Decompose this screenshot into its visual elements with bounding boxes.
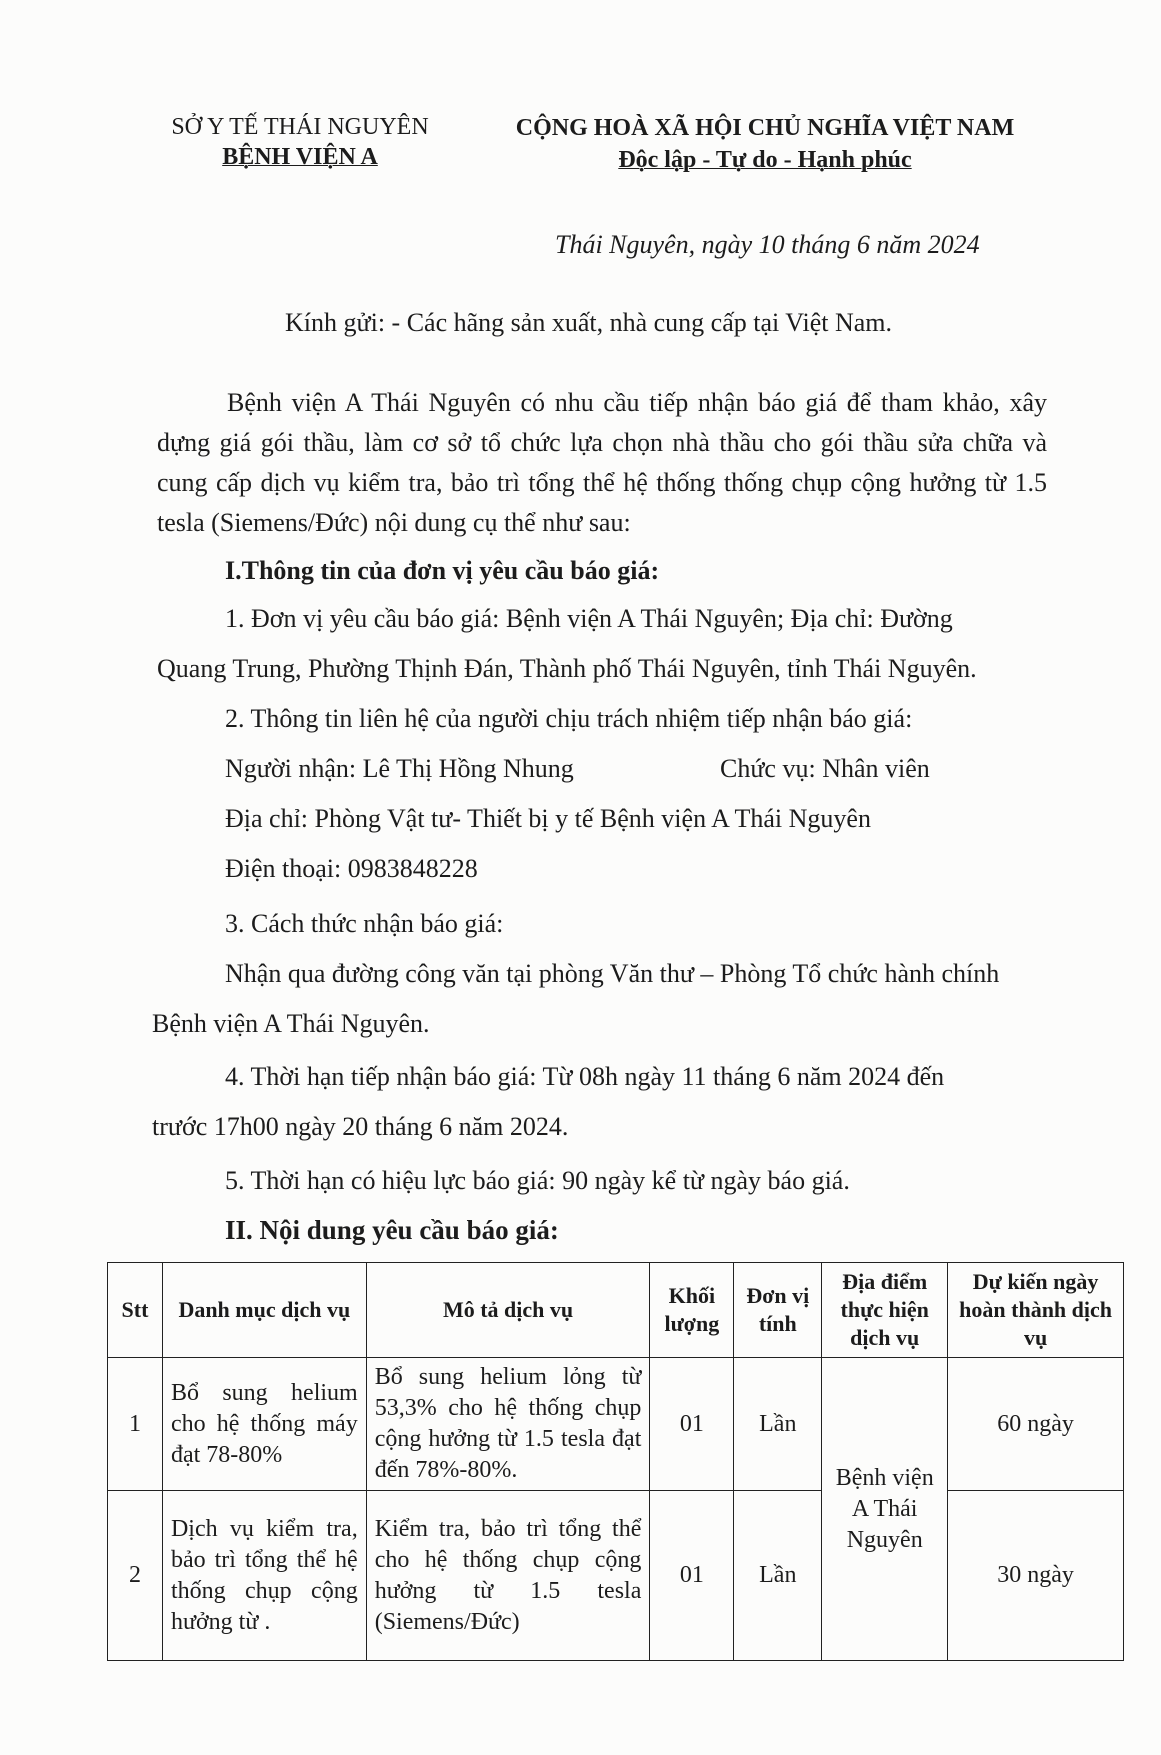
agency-name: SỞ Y TẾ THÁI NGUYÊN	[171, 114, 429, 140]
header-location: Địa điểm thực hiện dịch vụ	[822, 1263, 948, 1358]
section-1-title: I.Thông tin của đơn vị yêu cầu báo giá:	[225, 556, 660, 585]
header-eta: Dự kiến ngày hoàn thành dịch vụ	[948, 1263, 1124, 1358]
table-row	[108, 1491, 1124, 1661]
row-stt: 2	[108, 1491, 163, 1661]
service-table	[107, 1262, 1124, 1661]
table-header-row	[108, 1263, 1124, 1358]
item-3-title: 3. Cách thức nhận báo giá:	[225, 909, 504, 938]
row-eta: 30 ngày	[948, 1491, 1124, 1661]
row-location: Bệnh viện A Thái Nguyên	[822, 1358, 948, 1661]
row-desc: Kiểm tra, bảo trì tổng thể cho hệ thống chụp cộng hưởng từ 1.5 tesla (Siemens/Đức)	[366, 1491, 650, 1661]
item-5: 5. Thời hạn có hiệu lực báo giá: 90 ngày kể từ ngày báo giá.	[225, 1166, 850, 1195]
item-3-line-1: Nhận qua đường công văn tại phòng Văn thư – Phòng Tổ chức hành chính	[225, 959, 1000, 988]
header-item: Danh mục dịch vụ	[162, 1263, 366, 1358]
item-1-line-1: 1. Đơn vị yêu cầu báo giá: Bệnh viện A Thái Nguyên; Địa chỉ: Đường	[225, 604, 953, 633]
row-item: Dịch vụ kiểm tra, bảo trì tổng thể hệ thống chụp cộng hưởng từ .	[162, 1491, 366, 1661]
header-qty: Khối lượng	[650, 1263, 734, 1358]
receiver-name: Người nhận: Lê Thị Hồng Nhung	[225, 754, 574, 783]
row-item: Bổ sung helium cho hệ thống máy đạt 78-80%	[162, 1358, 366, 1491]
receiver-phone: Điện thoại: 0983848228	[225, 854, 478, 883]
row-desc: Bổ sung helium lỏng từ 53,3% cho hệ thống chụp cộng hưởng từ 1.5 tesla đạt đến 78%-80%.	[366, 1358, 650, 1491]
item-4-line-2: trước 17h00 ngày 20 tháng 6 năm 2024.	[152, 1112, 569, 1141]
recipient-line: Kính gửi: - Các hãng sản xuất, nhà cung cấp tại Việt Nam.	[285, 308, 893, 337]
row-eta: 60 ngày	[948, 1358, 1124, 1491]
row-unit: Lần	[734, 1358, 822, 1491]
hospital-name: BỆNH VIỆN A	[222, 144, 378, 170]
national-motto: Độc lập - Tự do - Hạnh phúc	[618, 147, 912, 173]
table-row	[108, 1358, 1124, 1491]
national-header	[490, 112, 1040, 176]
receiver-address: Địa chỉ: Phòng Vật tư- Thiết bị y tế Bệnh viện A Thái Nguyên	[225, 804, 871, 833]
item-2-title: 2. Thông tin liên hệ của người chịu trách nhiệm tiếp nhận báo giá:	[225, 704, 913, 733]
header-stt: Stt	[108, 1263, 163, 1358]
row-qty: 01	[650, 1491, 734, 1661]
nation-name: CỘNG HOÀ XÃ HỘI CHỦ NGHĨA VIỆT NAM	[515, 115, 1015, 141]
document-date: Thái Nguyên, ngày 10 tháng 6 năm 2024	[555, 230, 980, 259]
intro-paragraph: Bệnh viện A Thái Nguyên có nhu cầu tiếp nhận báo giá để tham khảo, xây dựng giá gói thầu, làm cơ sở tổ chức lựa chọn nhà thầu cho gói thầu sửa chữa và cung cấp dịch vụ kiểm tra, bảo trì tổng thể hệ thống thống chụp cộng hưởng từ 1.5 tesla (Siemens/Đức) nội dung cụ thể như sau:	[157, 388, 1047, 537]
item-3-line-2: Bệnh viện A Thái Nguyên.	[152, 1009, 430, 1038]
section-2-title: II. Nội dung yêu cầu báo giá:	[225, 1215, 559, 1245]
item-1-line-2: Quang Trung, Phường Thịnh Đán, Thành phố Thái Nguyên, tỉnh Thái Nguyên.	[157, 654, 977, 683]
item-4-line-1: 4. Thời hạn tiếp nhận báo giá: Từ 08h ngày 11 tháng 6 năm 2024 đến	[225, 1062, 945, 1091]
header-desc: Mô tả dịch vụ	[366, 1263, 650, 1358]
row-unit: Lần	[734, 1491, 822, 1661]
receiver-position: Chức vụ: Nhân viên	[720, 754, 930, 783]
row-stt: 1	[108, 1358, 163, 1491]
row-qty: 01	[650, 1358, 734, 1491]
issuer-block	[150, 112, 450, 172]
header-unit: Đơn vị tính	[734, 1263, 822, 1358]
